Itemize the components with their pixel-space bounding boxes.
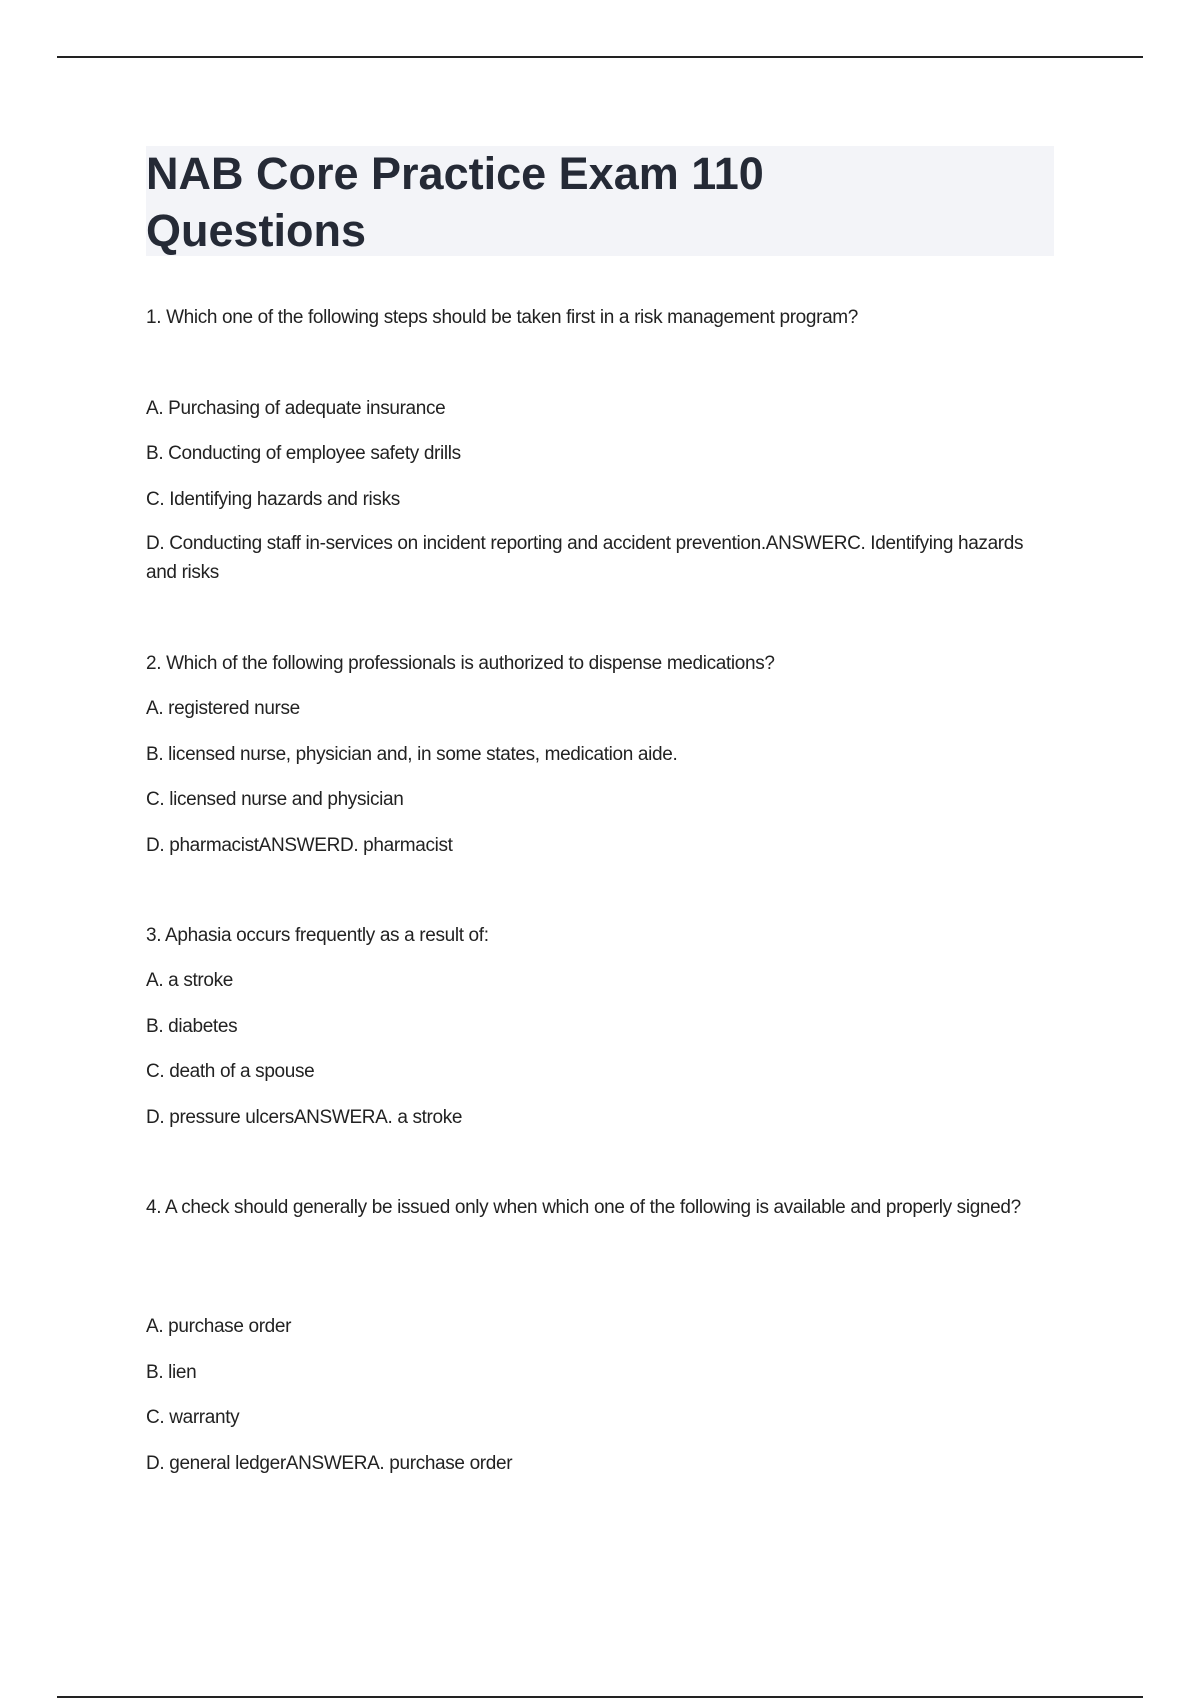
answer-option: B. lien [146,1362,197,1383]
question-prompt: 3. Aphasia occurs frequently as a result of: [146,925,489,946]
page-title: NAB Core Practice Exam 110 Questions [146,148,764,256]
answer-option: B. licensed nurse, physician and, in some states, medication aide. [146,744,678,765]
answer-option: C. Identifying hazards and risks [146,489,400,510]
title-banner [146,146,1054,256]
header-divider [57,56,1143,58]
question-prompt: 1. Which one of the following steps should be taken first in a risk management program? [146,307,858,328]
answer-option: D. Conducting staff in-services on incident reporting and accident prevention.ANSWERC. Identifying hazards and risks [146,533,1024,583]
answer-option: C. death of a spouse [146,1061,315,1082]
question-prompt: 2. Which of the following professionals is authorized to dispense medications? [146,653,775,674]
answer-option: D. general ledgerANSWERA. purchase order [146,1453,513,1474]
footer-divider [57,1696,1143,1698]
question-prompt: 4. A check should generally be issued only when which one of the following is available and properly signed? [146,1197,1021,1218]
answer-option: A. registered nurse [146,698,300,719]
answer-option: A. Purchasing of adequate insurance [146,398,446,419]
answer-option: B. Conducting of employee safety drills [146,443,461,464]
answer-option: D. pharmacistANSWERD. pharmacist [146,835,453,856]
answer-option: C. warranty [146,1407,240,1428]
answer-option: C. licensed nurse and physician [146,789,404,810]
answer-option: A. a stroke [146,970,233,991]
answer-option: B. diabetes [146,1016,238,1037]
answer-option: A. purchase order [146,1316,292,1337]
answer-option: D. pressure ulcersANSWERA. a stroke [146,1107,463,1128]
